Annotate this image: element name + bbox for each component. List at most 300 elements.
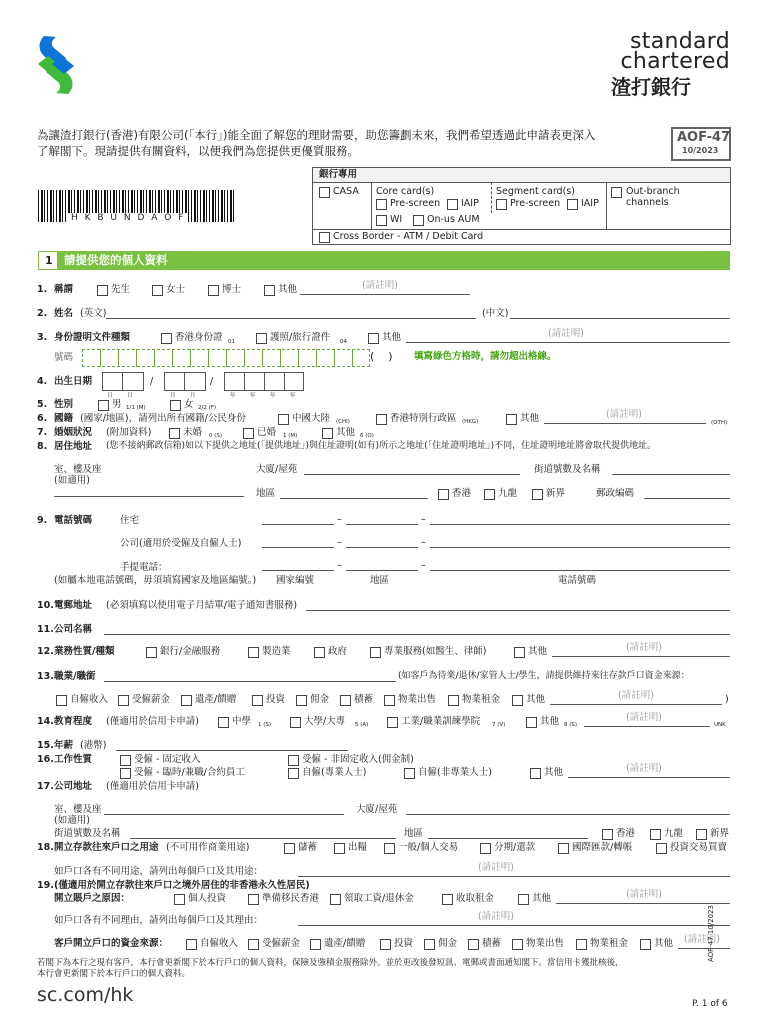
funds-other-field[interactable] <box>678 948 730 949</box>
q12-number: 12. <box>37 646 54 657</box>
funds-inherit-label: 遺產/饋贈 <box>324 938 366 949</box>
work-comm-checkbox[interactable] <box>288 755 299 766</box>
work-hint: (請註明) <box>626 763 662 774</box>
name-en-field[interactable] <box>106 318 476 319</box>
marital-married-code: 1 (M) <box>283 433 298 439</box>
q17-number: 17. <box>37 781 54 792</box>
reason-other-checkbox[interactable] <box>518 894 529 905</box>
biz-other-checkbox[interactable] <box>514 647 525 658</box>
src13-other-checkbox[interactable] <box>512 695 523 706</box>
marital-other-code: 6 (O) <box>360 433 374 439</box>
src13-inherit-checkbox[interactable] <box>181 695 192 706</box>
nationality-oth-code: (OTH) <box>711 420 728 426</box>
reason-multi-hint: (請註明) <box>478 911 514 922</box>
co-nt-checkbox[interactable] <box>696 829 707 840</box>
q18-number: 18. <box>37 842 54 853</box>
outbranch-label-2: channels <box>626 197 669 208</box>
biz-other-field[interactable] <box>552 656 730 657</box>
co-kln-checkbox[interactable] <box>650 829 661 840</box>
q15-label: 年薪 <box>54 740 74 751</box>
src13-salary-checkbox[interactable] <box>118 695 129 706</box>
marital-single-label: 未婚 <box>183 427 203 438</box>
q4-label: 出生日期 <box>54 376 93 387</box>
phone-cc-label: 國家編號 <box>276 575 315 586</box>
edu-uni-code: 5 (A) <box>355 722 369 728</box>
q3-number: 3. <box>37 332 48 343</box>
edu-other-field[interactable] <box>584 726 710 727</box>
funds-rent-label: 物業租金 <box>590 938 629 949</box>
gender-male-label: 男 <box>112 399 122 410</box>
purpose-remit-checkbox[interactable] <box>558 843 569 854</box>
biz-bank-checkbox[interactable] <box>146 647 157 658</box>
title-hint: (請註明) <box>362 280 398 291</box>
outbranch-checkbox[interactable] <box>611 187 622 198</box>
purpose-payroll-label: 出糧 <box>348 842 368 853</box>
res-street-field[interactable] <box>612 474 730 475</box>
form-date: 10/2023 <box>682 146 719 155</box>
reason-multi-field[interactable] <box>298 925 730 926</box>
q15-desc: (港幣) <box>80 740 107 751</box>
reason-rent-label: 收取租金 <box>456 893 495 904</box>
res-bldg-field[interactable] <box>304 474 520 475</box>
bank-use-box <box>312 167 731 245</box>
q17-label: 公司地址 <box>54 781 93 792</box>
iaip-checkbox[interactable] <box>447 199 458 210</box>
phone-office-number[interactable] <box>430 547 730 548</box>
nationality-hint: (請註明) <box>606 409 642 420</box>
title-mr-label: 先生 <box>111 284 131 295</box>
wi-checkbox[interactable] <box>376 215 387 226</box>
co-street-field[interactable] <box>130 838 396 839</box>
src13-invest-label: 投資 <box>266 694 286 705</box>
funds-invest-checkbox[interactable] <box>380 939 391 950</box>
work-other-checkbox[interactable] <box>530 768 541 779</box>
nationality-cn-label: 中國大陸 <box>292 413 331 424</box>
src13-close: ) <box>725 694 729 705</box>
src13-comm-label: 佣金 <box>310 694 330 705</box>
res-bldg-label: 大廈/屋苑 <box>256 464 298 475</box>
title-ms-checkbox[interactable] <box>152 285 163 296</box>
bank-use-title: 銀行專用 <box>319 169 358 180</box>
co-district-field[interactable] <box>428 838 588 839</box>
funds-self-checkbox[interactable] <box>186 939 197 950</box>
res-kln-checkbox[interactable] <box>484 489 495 500</box>
gender-male-checkbox[interactable] <box>98 400 109 411</box>
dob-month-boxes[interactable] <box>164 372 206 391</box>
phone-mobile-area[interactable] <box>346 570 418 571</box>
q19-number: 19. <box>37 880 54 891</box>
edu-voc-label: 工業/職業訓練學院 <box>401 716 481 727</box>
purpose-multi-label: 如戶口各有不同用途，請列出每個戶口及其用途： <box>54 866 264 877</box>
dob-sep-1: / <box>150 376 154 387</box>
cross-border-checkbox[interactable] <box>319 232 330 243</box>
phone-note: (如屬本地電話號碼，毋須填寫國家及地區編號。) <box>54 575 257 586</box>
q8-desc: (您不接納郵政信箱)如以下提供之地址(「提供地址」)與住址證明(如有)所示之地址(「住址證明地址」)不同，住址證明地址將會取代提供地址。 <box>106 441 657 451</box>
q1-label: 稱謂 <box>54 284 74 295</box>
purpose-payroll-checkbox[interactable] <box>334 843 345 854</box>
co-kln-label: 九龍 <box>664 828 684 839</box>
prescreen2-label: Pre-screen <box>510 198 561 209</box>
website-url[interactable]: sc.com/hk <box>37 984 134 1006</box>
nationality-hk-checkbox[interactable] <box>376 414 387 425</box>
src13-other-field[interactable] <box>550 704 722 705</box>
gender-male-code: 1/1 (M) <box>126 405 146 411</box>
nationality-hk-label: 香港特別行政區 <box>390 413 457 424</box>
work-fixed-label: 受僱 - 固定收入 <box>134 754 201 765</box>
q9-number: 9. <box>37 515 48 526</box>
section-number: 1 <box>45 254 53 267</box>
funds-other-label: 其他 <box>654 938 674 949</box>
res-nt-checkbox[interactable] <box>532 489 543 500</box>
id-passport-code: 04 <box>340 339 347 345</box>
dob-sep-2: / <box>210 376 214 387</box>
q5-number: 5. <box>37 399 48 410</box>
dob-day-label-1: 日 <box>107 393 113 399</box>
id-number-boxes[interactable] <box>82 349 370 367</box>
res-nt-label: 新界 <box>546 488 566 499</box>
title-other-field[interactable] <box>300 294 470 295</box>
src13-inherit-label: 遺產/饋贈 <box>195 694 237 705</box>
q10-number: 10. <box>37 600 54 611</box>
q7-desc: (附加資料) <box>106 427 152 438</box>
marital-single-code: 0 (S) <box>209 433 223 439</box>
reason-rent-checkbox[interactable] <box>442 894 453 905</box>
title-other-checkbox[interactable] <box>264 285 275 296</box>
res-hk-label: 香港 <box>452 488 472 499</box>
biz-gov-label: 政府 <box>328 646 348 657</box>
funds-rent-checkbox[interactable] <box>576 939 587 950</box>
nationality-other-label: 其他 <box>520 413 540 424</box>
q14-desc: (僅適用於信用卡申請) <box>106 716 199 727</box>
q11-label: 公司名稱 <box>54 624 93 635</box>
q4-number: 4. <box>37 376 48 387</box>
q16-number: 16. <box>37 754 54 765</box>
reason-multi-label: 如戶口各有不同理由，請列出每個戶口及其理由： <box>54 915 264 926</box>
work-temp-checkbox[interactable] <box>120 768 131 779</box>
wi-label: WI <box>390 214 403 225</box>
res-room-label: 室、樓及座 <box>54 464 102 475</box>
edu-secondary-code: 1 (S) <box>258 722 272 728</box>
core-card-label: Core card(s) <box>376 186 435 197</box>
phone-home-dash-1: – <box>337 514 342 525</box>
co-bldg-label: 大廈/屋苑 <box>356 804 398 815</box>
marital-married-label: 已婚 <box>257 427 277 438</box>
res-postal-label: 郵政編碼 <box>596 488 635 499</box>
q15-number: 15. <box>37 740 54 751</box>
res-street-label: 街道號數及名稱 <box>534 464 601 475</box>
funds-salary-label: 受僱薪金 <box>262 938 301 949</box>
q13-number: 13. <box>37 671 54 682</box>
email-field[interactable] <box>306 610 730 611</box>
q14-label: 教育程度 <box>54 716 93 727</box>
co-nt-label: 新界 <box>710 828 730 839</box>
id-other-field[interactable] <box>406 342 730 343</box>
iaip2-checkbox[interactable] <box>567 199 578 210</box>
title-other-label: 其他 <box>278 284 298 295</box>
edu-secondary-checkbox[interactable] <box>218 717 229 728</box>
casa-checkbox[interactable] <box>319 187 330 198</box>
name-zh-field[interactable] <box>510 318 730 319</box>
edu-secondary-label: 中學 <box>232 716 252 727</box>
edu-unk-code: UNK <box>714 722 726 728</box>
phone-office-area[interactable] <box>346 547 418 548</box>
funds-other-checkbox[interactable] <box>640 939 651 950</box>
src13-hint: (請註明) <box>618 690 654 701</box>
work-other-field[interactable] <box>568 777 730 778</box>
phone-home-dash-2: – <box>421 514 426 525</box>
res-room-ifapp: (如適用) <box>54 475 90 486</box>
edu-other-checkbox[interactable] <box>526 717 537 728</box>
reason-salary-label: 領取工資/退休金 <box>344 893 414 904</box>
biz-prof-checkbox[interactable] <box>370 647 381 658</box>
biz-prof-label: 專業服務(如醫生、律師) <box>384 646 487 657</box>
purpose-repay-checkbox[interactable] <box>480 843 491 854</box>
co-district-label: 地區 <box>404 828 424 839</box>
purpose-multi-field[interactable] <box>298 876 730 877</box>
funds-salary-checkbox[interactable] <box>248 939 259 950</box>
title-ms-label: 女士 <box>166 284 186 295</box>
work-selfpro-checkbox[interactable] <box>288 768 299 779</box>
src13-self-label: 自僱收入 <box>70 694 109 705</box>
res-room-field[interactable] <box>54 496 244 497</box>
id-hkid-label: 香港身份證 <box>175 332 223 343</box>
reason-migrate-label: 準備移民香港 <box>262 893 320 904</box>
q7-label: 婚姻狀況 <box>54 427 93 438</box>
footer-note-2: 本行會更新閣下於本行戶口的個人資料。 <box>37 969 191 979</box>
q9-label: 電話號碼 <box>54 515 93 526</box>
funds-inherit-checkbox[interactable] <box>310 939 321 950</box>
work-selfnon-checkbox[interactable] <box>404 768 415 779</box>
title-mr-checkbox[interactable] <box>97 285 108 296</box>
q8-label: 居住地址 <box>54 441 93 452</box>
gender-female-checkbox[interactable] <box>170 400 181 411</box>
id-check-paren: ( ) <box>370 350 393 363</box>
form-code-box <box>671 127 731 161</box>
purpose-repay-label: 分期/還款 <box>494 842 536 853</box>
dob-year-boxes[interactable] <box>224 372 304 391</box>
q18-label: 開立存款往來戶口之用途 <box>54 842 159 853</box>
phone-home-number[interactable] <box>430 524 730 525</box>
res-postal-field[interactable] <box>644 498 730 499</box>
funds-propsale-checkbox[interactable] <box>512 939 523 950</box>
id-passport-label: 護照/旅行證件 <box>270 332 331 343</box>
edu-other-code: 8 (S) <box>564 722 578 728</box>
nationality-other-field[interactable] <box>544 423 706 424</box>
work-comm-label: 受僱 - 非固定收入(佣金制) <box>302 754 414 765</box>
q17-desc: (僅適用於信用卡申請) <box>106 781 199 792</box>
res-district-field[interactable] <box>280 498 428 499</box>
q10-desc: (必須填寫以使用電子月結單/電子通知書服務) <box>106 600 298 611</box>
purpose-general-checkbox[interactable] <box>384 843 395 854</box>
src13-propsale-label: 物業出售 <box>398 694 437 705</box>
phone-mobile-label: 手提電話： <box>120 562 168 573</box>
src13-rent-checkbox[interactable] <box>448 695 459 706</box>
company-name-field[interactable] <box>104 634 730 635</box>
biz-mfg-checkbox[interactable] <box>248 647 259 658</box>
dob-year-label-3: 年 <box>270 393 276 399</box>
phone-mobile-cc[interactable] <box>262 570 334 571</box>
res-hk-checkbox[interactable] <box>438 489 449 500</box>
biz-bank-label: 銀行/金融服務 <box>160 646 221 657</box>
work-temp-label: 受僱 - 臨時/兼職/合約員工 <box>134 767 245 778</box>
src13-rent-label: 物業租金 <box>462 694 501 705</box>
q13-note: (如客戶為待業/退休/家管人士/學生，請提供維持來往存款戶口資金來源： <box>398 671 690 681</box>
onus-aum-checkbox[interactable] <box>413 215 424 226</box>
res-district-label: 地區 <box>256 488 276 499</box>
src13-comm-checkbox[interactable] <box>296 695 307 706</box>
reason-salary-checkbox[interactable] <box>330 894 341 905</box>
funds-comm-label: 佣金 <box>438 938 458 949</box>
purpose-hint: (請註明) <box>478 862 514 873</box>
id-hkid-checkbox[interactable] <box>161 333 172 344</box>
biz-gov-checkbox[interactable] <box>314 647 325 658</box>
segment-card-label: Segment card(s) <box>496 186 575 197</box>
q2-number: 2. <box>37 308 48 319</box>
dob-year-label-1: 年 <box>230 393 236 399</box>
intro-text-line1: 為讓渣打銀行(香港)有限公司(「本行」)能全面了解您的理財需要，助您籌劃未來，我們希望透過此申請表更深入 <box>37 128 596 142</box>
section-title: 請提供您的個人資料 <box>64 253 168 267</box>
id-number-note: 填寫綠色方格時，請勿超出格線。 <box>414 351 557 362</box>
id-passport-checkbox[interactable] <box>256 333 267 344</box>
occupation-field[interactable] <box>104 681 396 682</box>
phone-number-label: 電話號碼 <box>558 575 597 586</box>
co-room-ifapp: (如適用) <box>54 815 90 826</box>
iaip2-label: IAIP <box>581 198 599 209</box>
phone-home-label: 住宅 <box>120 515 140 526</box>
side-form-code: AOF-47 10/2023 <box>707 905 715 962</box>
nationality-other-checkbox[interactable] <box>506 414 517 425</box>
gender-female-code: 2/2 (F) <box>198 405 217 411</box>
prescreen2-checkbox[interactable] <box>496 199 507 210</box>
edu-other-label: 其他 <box>540 716 560 727</box>
nationality-cn-checkbox[interactable] <box>278 414 289 425</box>
work-fixed-checkbox[interactable] <box>120 755 131 766</box>
q5-label: 性別 <box>54 399 74 410</box>
funds-invest-label: 投資 <box>394 938 414 949</box>
marital-single-checkbox[interactable] <box>169 428 180 439</box>
title-dr-checkbox[interactable] <box>208 285 219 296</box>
src13-salary-label: 受僱薪金 <box>132 694 171 705</box>
src13-invest-checkbox[interactable] <box>252 695 263 706</box>
src13-other-label: 其他 <box>526 694 546 705</box>
q1-number: 1. <box>37 284 48 295</box>
purpose-remit-label: 國際匯款/轉帳 <box>572 842 633 853</box>
reason-migrate-checkbox[interactable] <box>248 894 259 905</box>
q16-label: 工作性質 <box>54 754 93 765</box>
biz-hint: (請註明) <box>626 642 662 653</box>
co-hk-checkbox[interactable] <box>602 829 613 840</box>
phone-home-area[interactable] <box>346 524 418 525</box>
edu-hint: (請註明) <box>626 712 662 723</box>
dob-year-label-4: 年 <box>290 393 296 399</box>
q19-label: (僅適用於開立存款往來戶口之境外居住的非香港永久性居民) <box>54 880 310 891</box>
q18-desc: (不可用作商業用途) <box>166 842 250 853</box>
id-other-checkbox[interactable] <box>368 333 379 344</box>
marital-other-checkbox[interactable] <box>322 428 333 439</box>
reason-hint: (請註明) <box>626 889 662 900</box>
q13-label: 職業/職銜 <box>54 671 96 682</box>
work-other-label: 其他 <box>544 767 564 778</box>
q19-reason-label: 開立賬戶之原因： <box>54 893 131 904</box>
marital-married-checkbox[interactable] <box>243 428 254 439</box>
biz-other-label: 其他 <box>528 646 548 657</box>
gender-female-label: 女 <box>184 399 194 410</box>
nationality-hk-code: (HKG) <box>462 419 479 425</box>
id-hkid-code: 01 <box>228 339 235 345</box>
prescreen-label: Pre-screen <box>390 198 441 209</box>
reason-invest-label: 個人投資 <box>188 893 227 904</box>
co-street-label: 街道號數及名稱 <box>54 828 121 839</box>
funds-save-checkbox[interactable] <box>468 939 479 950</box>
src13-save-checkbox[interactable] <box>340 695 351 706</box>
reason-invest-checkbox[interactable] <box>174 894 185 905</box>
purpose-invest-label: 投資交易買賣 <box>670 842 728 853</box>
phone-home-cc[interactable] <box>262 524 334 525</box>
funds-comm-checkbox[interactable] <box>424 939 435 950</box>
src13-propsale-checkbox[interactable] <box>384 695 395 706</box>
page-number: P. 1 of 6 <box>692 999 728 1009</box>
edu-voc-checkbox[interactable] <box>387 717 398 728</box>
name-zh-label: (中文) <box>482 308 509 319</box>
salary-field[interactable] <box>116 750 348 751</box>
co-room-field[interactable] <box>104 814 344 815</box>
dob-month-label-2: 月 <box>190 393 196 399</box>
funds-hint: (請註明) <box>684 934 720 945</box>
res-kln-label: 九龍 <box>498 488 518 499</box>
purpose-invest-checkbox[interactable] <box>656 843 667 854</box>
title-dr-label: 博士 <box>222 284 242 295</box>
q3-label: 身份證明文件種類 <box>54 332 131 343</box>
edu-voc-code: 7 (V) <box>492 722 506 728</box>
onus-aum-label: On-us AUM <box>427 214 480 225</box>
purpose-general-label: 一般/個人交易 <box>398 842 459 853</box>
purpose-save-label: 儲蓄 <box>298 842 318 853</box>
co-hk-label: 香港 <box>616 828 636 839</box>
edu-uni-checkbox[interactable] <box>290 717 301 728</box>
co-bldg-field[interactable] <box>406 814 730 815</box>
barcode-text: H K B U N D A O F <box>68 213 188 224</box>
edu-uni-label: 大學/大專 <box>304 716 346 727</box>
funds-save-label: 積蓄 <box>482 938 502 949</box>
phone-mobile-dash-1: – <box>337 560 342 571</box>
cross-border-label: Cross Border - ATM / Debit Card <box>333 231 484 242</box>
iaip-label: IAIP <box>461 198 479 209</box>
funds-propsale-label: 物業出售 <box>526 938 565 949</box>
dob-day-boxes[interactable] <box>102 372 144 391</box>
footer-note-1: 若閣下為本行之現有客戶，本行會更新閣下於本行戶口的個人資料，保險及強積金服務除外。並於更改後發短訊、電郵或書面通知閣下。當信用卡獲批核後， <box>37 958 624 968</box>
phone-mobile-dash-2: – <box>421 560 426 571</box>
phone-mobile-number[interactable] <box>430 570 730 571</box>
prescreen-checkbox[interactable] <box>376 199 387 210</box>
reason-other-field[interactable] <box>556 903 730 904</box>
src13-self-checkbox[interactable] <box>56 695 67 706</box>
brand-name-zh: 渣打銀行 <box>611 75 691 99</box>
phone-office-dash-1: – <box>337 537 342 548</box>
biz-mfg-label: 製造業 <box>262 646 291 657</box>
purpose-save-checkbox[interactable] <box>284 843 295 854</box>
form-code: AOF-47 <box>677 130 731 145</box>
phone-area-label: 地區 <box>370 575 390 586</box>
standard-chartered-logo-icon <box>36 34 76 96</box>
phone-office-label: 公司(適用於受僱及自僱人士) <box>120 538 242 549</box>
id-other-label: 其他 <box>382 332 402 343</box>
q2-label: 姓名 <box>54 308 74 319</box>
q7-number: 7. <box>37 427 48 438</box>
casa-label: CASA <box>333 186 359 197</box>
q6-label: 國籍 <box>54 413 74 424</box>
q8-number: 8. <box>37 441 48 452</box>
phone-office-cc[interactable] <box>262 547 334 548</box>
